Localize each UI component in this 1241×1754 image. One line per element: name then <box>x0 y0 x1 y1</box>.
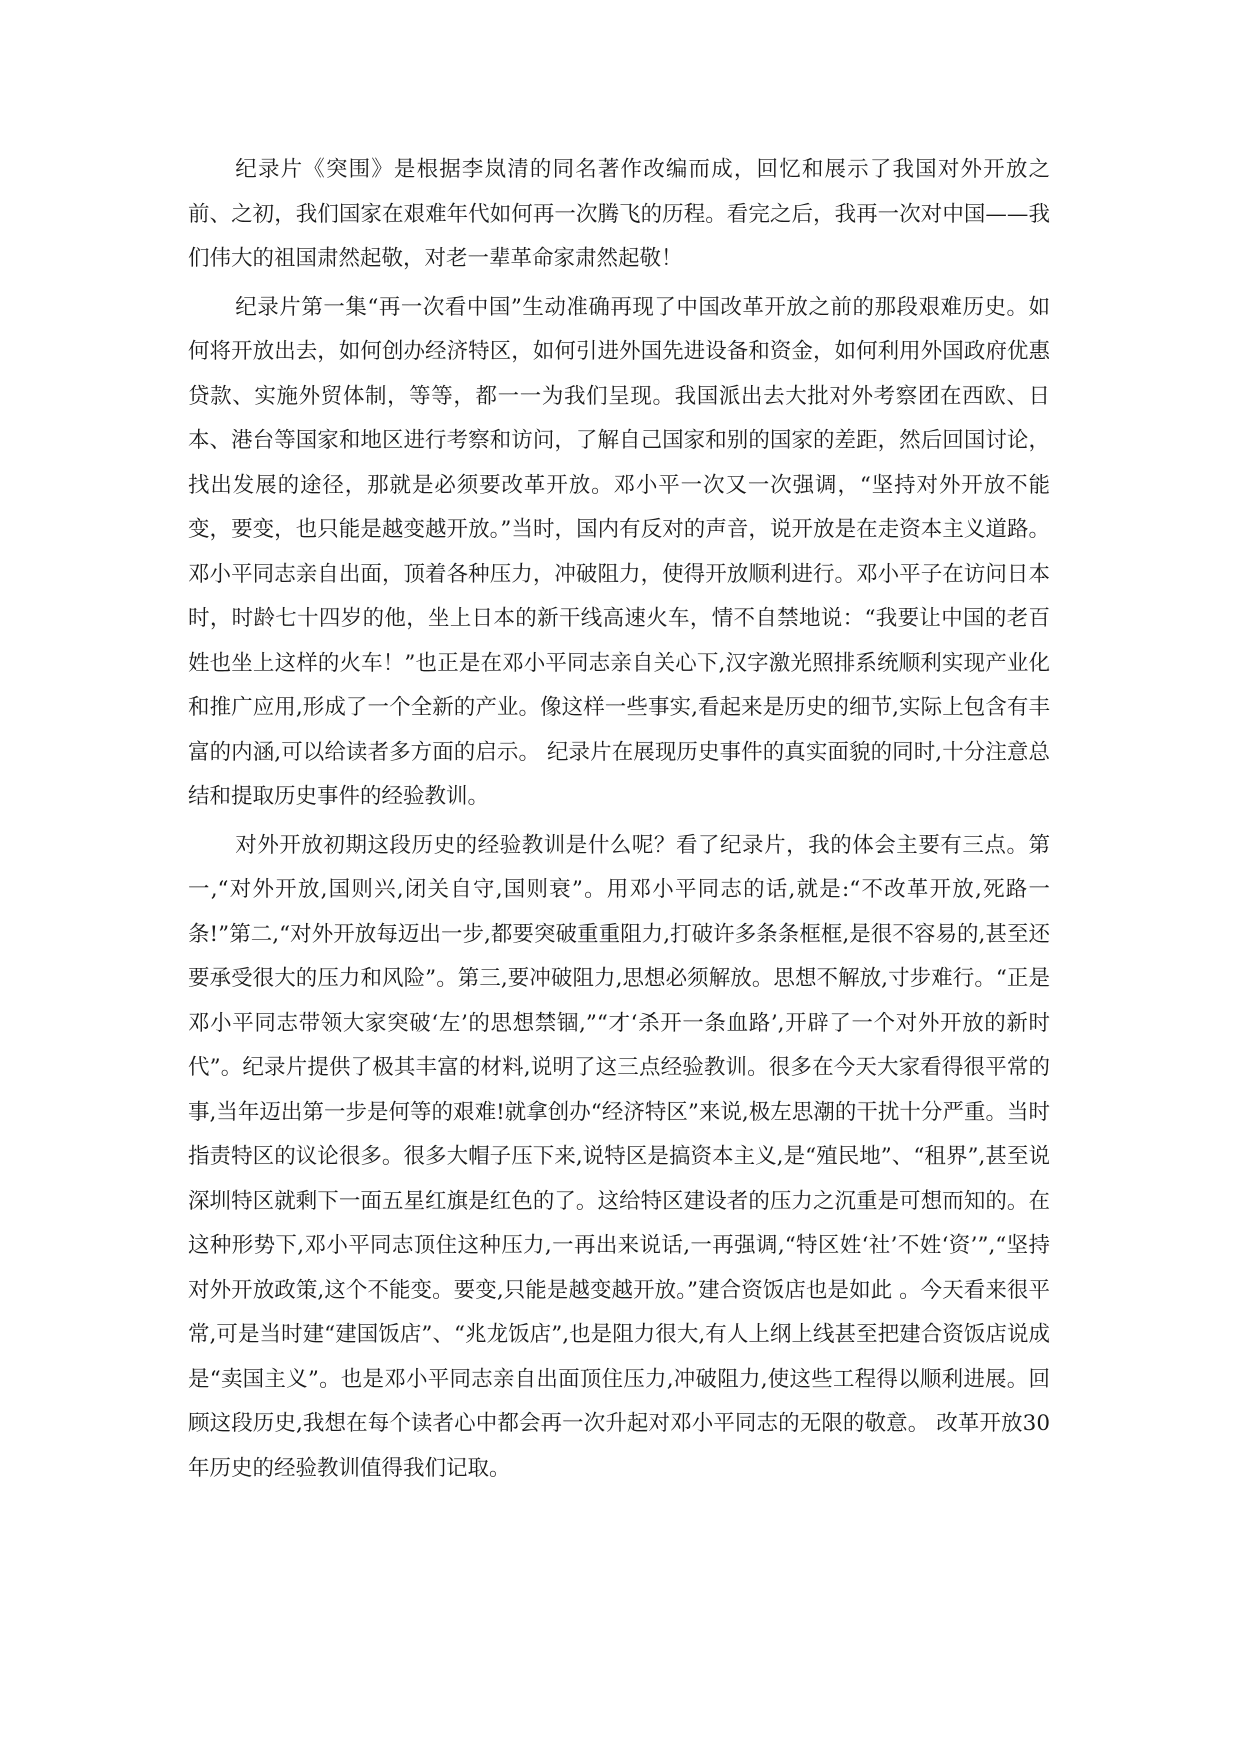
paragraph-intro: 纪录片《突围》是根据李岚清的同名著作改编而成，回忆和展示了我国对外开放之前、之初，我们国家在艰难年代如何再一次腾飞的历程。看完之后，我再一次对中国——我们伟大的祖国肃然起敬，对老一辈革命家肃然起敬！ <box>188 157 1050 271</box>
paragraph-lessons: 对外开放初期这段历史的经验教训是什么呢？看了纪录片，我的体会主要有三点。第一,“对外开放,国则兴,闭关自守,国则衰”。用邓小平同志的话,就是:“不改革开放,死路一条!”第二,“对外开放每迈出一步,都要突破重重阻力,打破许多条条框框,是很不容易的,甚至还要承受很大的压力和风险”。第三,要冲破阻力,思想必须解放。思想不解放,寸步难行。“正是邓小平同志带领大家突破‘左’的思想禁锢,”“才‘杀开一条血路’,开辟了一个对外开放的新时代”。纪录片提供了极其丰富的材料,说明了这三点经验教训。很多在今天大家看得很平常的事,当年迈出第一步是何等的艰难!就拿创办“经济特区”来说,极左思潮的干扰十分严重。当时指责特区的议论很多。很多大帽子压下来,说特区是搞资本主义,是“殖民地”、“租界”,甚至说深圳特区就剩下一面五星红旗是红色的了。这给特区建设者的压力之沉重是可想而知的。在这种形势下,邓小平同志顶住这种压力,一再出来说话,一再强调,“特区姓‘社’不姓‘资’”,“坚持对外开放政策,这个不能变。要变,只能是越变越开放。”建合资饭店也是如此 。今天看来很平常,可是当时建“建国饭店”、“兆龙饭店”,也是阻力很大,有人上纲上线甚至把建合资饭店说成是“卖国主义”。也是邓小平同志亲自出面顶住压力,冲破阻力,使这些工程得以顺利进展。回顾这段历史,我想在每个读者心中都会再一次升起对邓小平同志的无限的敬意。 改革开放30年历史的经验教训值得我们记取。 <box>188 832 1050 1481</box>
document-page <box>188 148 1050 1491</box>
paragraph-episode-one: 纪录片第一集“再一次看中国”生动准确再现了中国改革开放之前的那段艰难历史。如何将开放出去，如何创办经济特区，如何引进外国先进设备和资金，如何利用外国政府优惠贷款、实施外贸体制，等等，都一一为我们呈现。我国派出去大批对外考察团在西欧、日本、港台等国家和地区进行考察和访问，了解自己国家和别的国家的差距，然后回国讨论，找出发展的途径，那就是必须要改革开放。邓小平一次又一次强调，“坚持对外开放不能变，要变，也只能是越变越开放。”当时，国内有反对的声音，说开放是在走资本主义道路。邓小平同志亲自出面，顶着各种压力，冲破阻力，使得开放顺利进行。邓小平子在访问日本时，时龄七十四岁的他，坐上日本的新干线高速火车，情不自禁地说：“我要让中国的老百姓也坐上这样的火车！”也正是在邓小平同志亲自关心下,汉字激光照排系统顺利实现产业化和推广应用,形成了一个全新的产业。像这样一些事实,看起来是历史的细节,实际上包含有丰富的内涵,可以给读者多方面的启示。 纪录片在展现历史事件的真实面貌的同时,十分注意总结和提取历史事件的经验教训。 <box>188 294 1050 809</box>
